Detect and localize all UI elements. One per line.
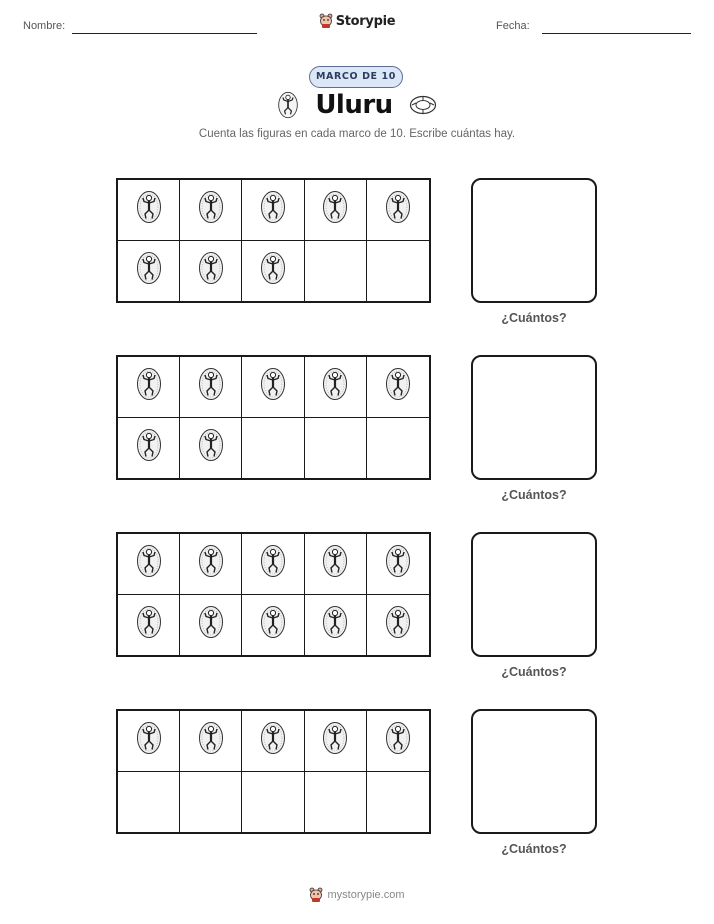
date-label: Fecha: [496,20,530,32]
frame-cell [118,711,180,772]
frame-cell [180,241,242,302]
frame-cell [118,534,180,595]
aboriginal-figure-icon [322,367,348,406]
aboriginal-figure-icon [198,605,224,644]
frame-cell [305,534,367,595]
aboriginal-figure-icon [260,367,286,406]
frame-cell [242,180,304,241]
aboriginal-figure-icon [198,251,224,290]
frame-cell [242,595,304,656]
frame-cell [367,534,429,595]
aboriginal-figure-icon [198,721,224,760]
aboriginal-figure-icon [136,721,162,760]
ten-frame [116,355,431,480]
aboriginal-figure-icon [260,721,286,760]
frame-cell [118,595,180,656]
frame-cell [305,241,367,302]
aboriginal-figure-icon [260,544,286,583]
frame-cell [242,241,304,302]
aboriginal-figure-icon [385,544,411,583]
aboriginal-figure-icon [260,190,286,229]
footer [0,887,714,908]
frame-cell [367,772,429,833]
aboriginal-figure-icon [385,190,411,229]
aboriginal-figure-icon [136,428,162,467]
aboriginal-figure-icon [277,90,299,120]
frame-cell [242,711,304,772]
aboriginal-figure-icon [198,367,224,406]
worksheet-type-badge: MARCO DE 10 [309,66,403,88]
storypie-logo-icon [309,887,323,903]
frame-cell [305,180,367,241]
storypie-logo-icon [319,13,333,29]
instructions: Cuenta las figuras en cada marco de 10. Escribe cuántas hay. [198,128,516,140]
frame-cell [367,418,429,479]
frame-cell [367,595,429,656]
aboriginal-figure-icon [198,428,224,467]
answer-box[interactable] [471,355,597,480]
frame-cell [180,595,242,656]
frame-cell [242,418,304,479]
name-label: Nombre: [23,20,66,32]
brand [0,13,714,34]
footer-url[interactable]: mystorypie.com [327,889,405,901]
frame-cell [367,241,429,302]
frame-cell [118,357,180,418]
aboriginal-figure-icon [322,721,348,760]
aboriginal-figure-icon [385,367,411,406]
frame-cell [118,180,180,241]
aboriginal-figure-icon [136,605,162,644]
frame-cell [305,772,367,833]
answer-label: ¿Cuántos? [501,665,567,679]
frame-cell [118,418,180,479]
frame-cell [367,357,429,418]
answer-label: ¿Cuántos? [501,311,567,325]
frame-cell [305,357,367,418]
answer-box[interactable] [471,709,597,834]
aboriginal-figure-icon [136,367,162,406]
aboriginal-figure-icon [322,605,348,644]
frame-cell [180,534,242,595]
answer-box[interactable] [471,178,597,303]
answer-label: ¿Cuántos? [501,842,567,856]
aboriginal-figure-icon [136,251,162,290]
aboriginal-figure-icon [136,544,162,583]
aboriginal-figure-icon [260,605,286,644]
frame-cell [180,772,242,833]
frame-cell [180,711,242,772]
frame-cell [305,418,367,479]
page-title: Uluru [315,90,393,120]
brand-name: Storypie [335,13,396,29]
ten-frame [116,709,431,834]
frame-cell [367,180,429,241]
uluru-rock-icon [409,94,437,116]
frame-cell [180,418,242,479]
frame-cell [305,711,367,772]
aboriginal-figure-icon [385,605,411,644]
frame-cell [305,595,367,656]
ten-frame [116,178,431,303]
date-line[interactable] [542,33,691,34]
answer-label: ¿Cuántos? [501,488,567,502]
aboriginal-figure-icon [260,251,286,290]
aboriginal-figure-icon [136,190,162,229]
aboriginal-figure-icon [198,544,224,583]
answer-box[interactable] [471,532,597,657]
aboriginal-figure-icon [322,190,348,229]
frame-cell [242,534,304,595]
aboriginal-figure-icon [385,721,411,760]
frame-cell [242,357,304,418]
aboriginal-figure-icon [198,190,224,229]
frame-cell [118,241,180,302]
ten-frame [116,532,431,657]
frame-cell [180,357,242,418]
aboriginal-figure-icon [322,544,348,583]
frame-cell [180,180,242,241]
frame-cell [367,711,429,772]
frame-cell [242,772,304,833]
frame-cell [118,772,180,833]
